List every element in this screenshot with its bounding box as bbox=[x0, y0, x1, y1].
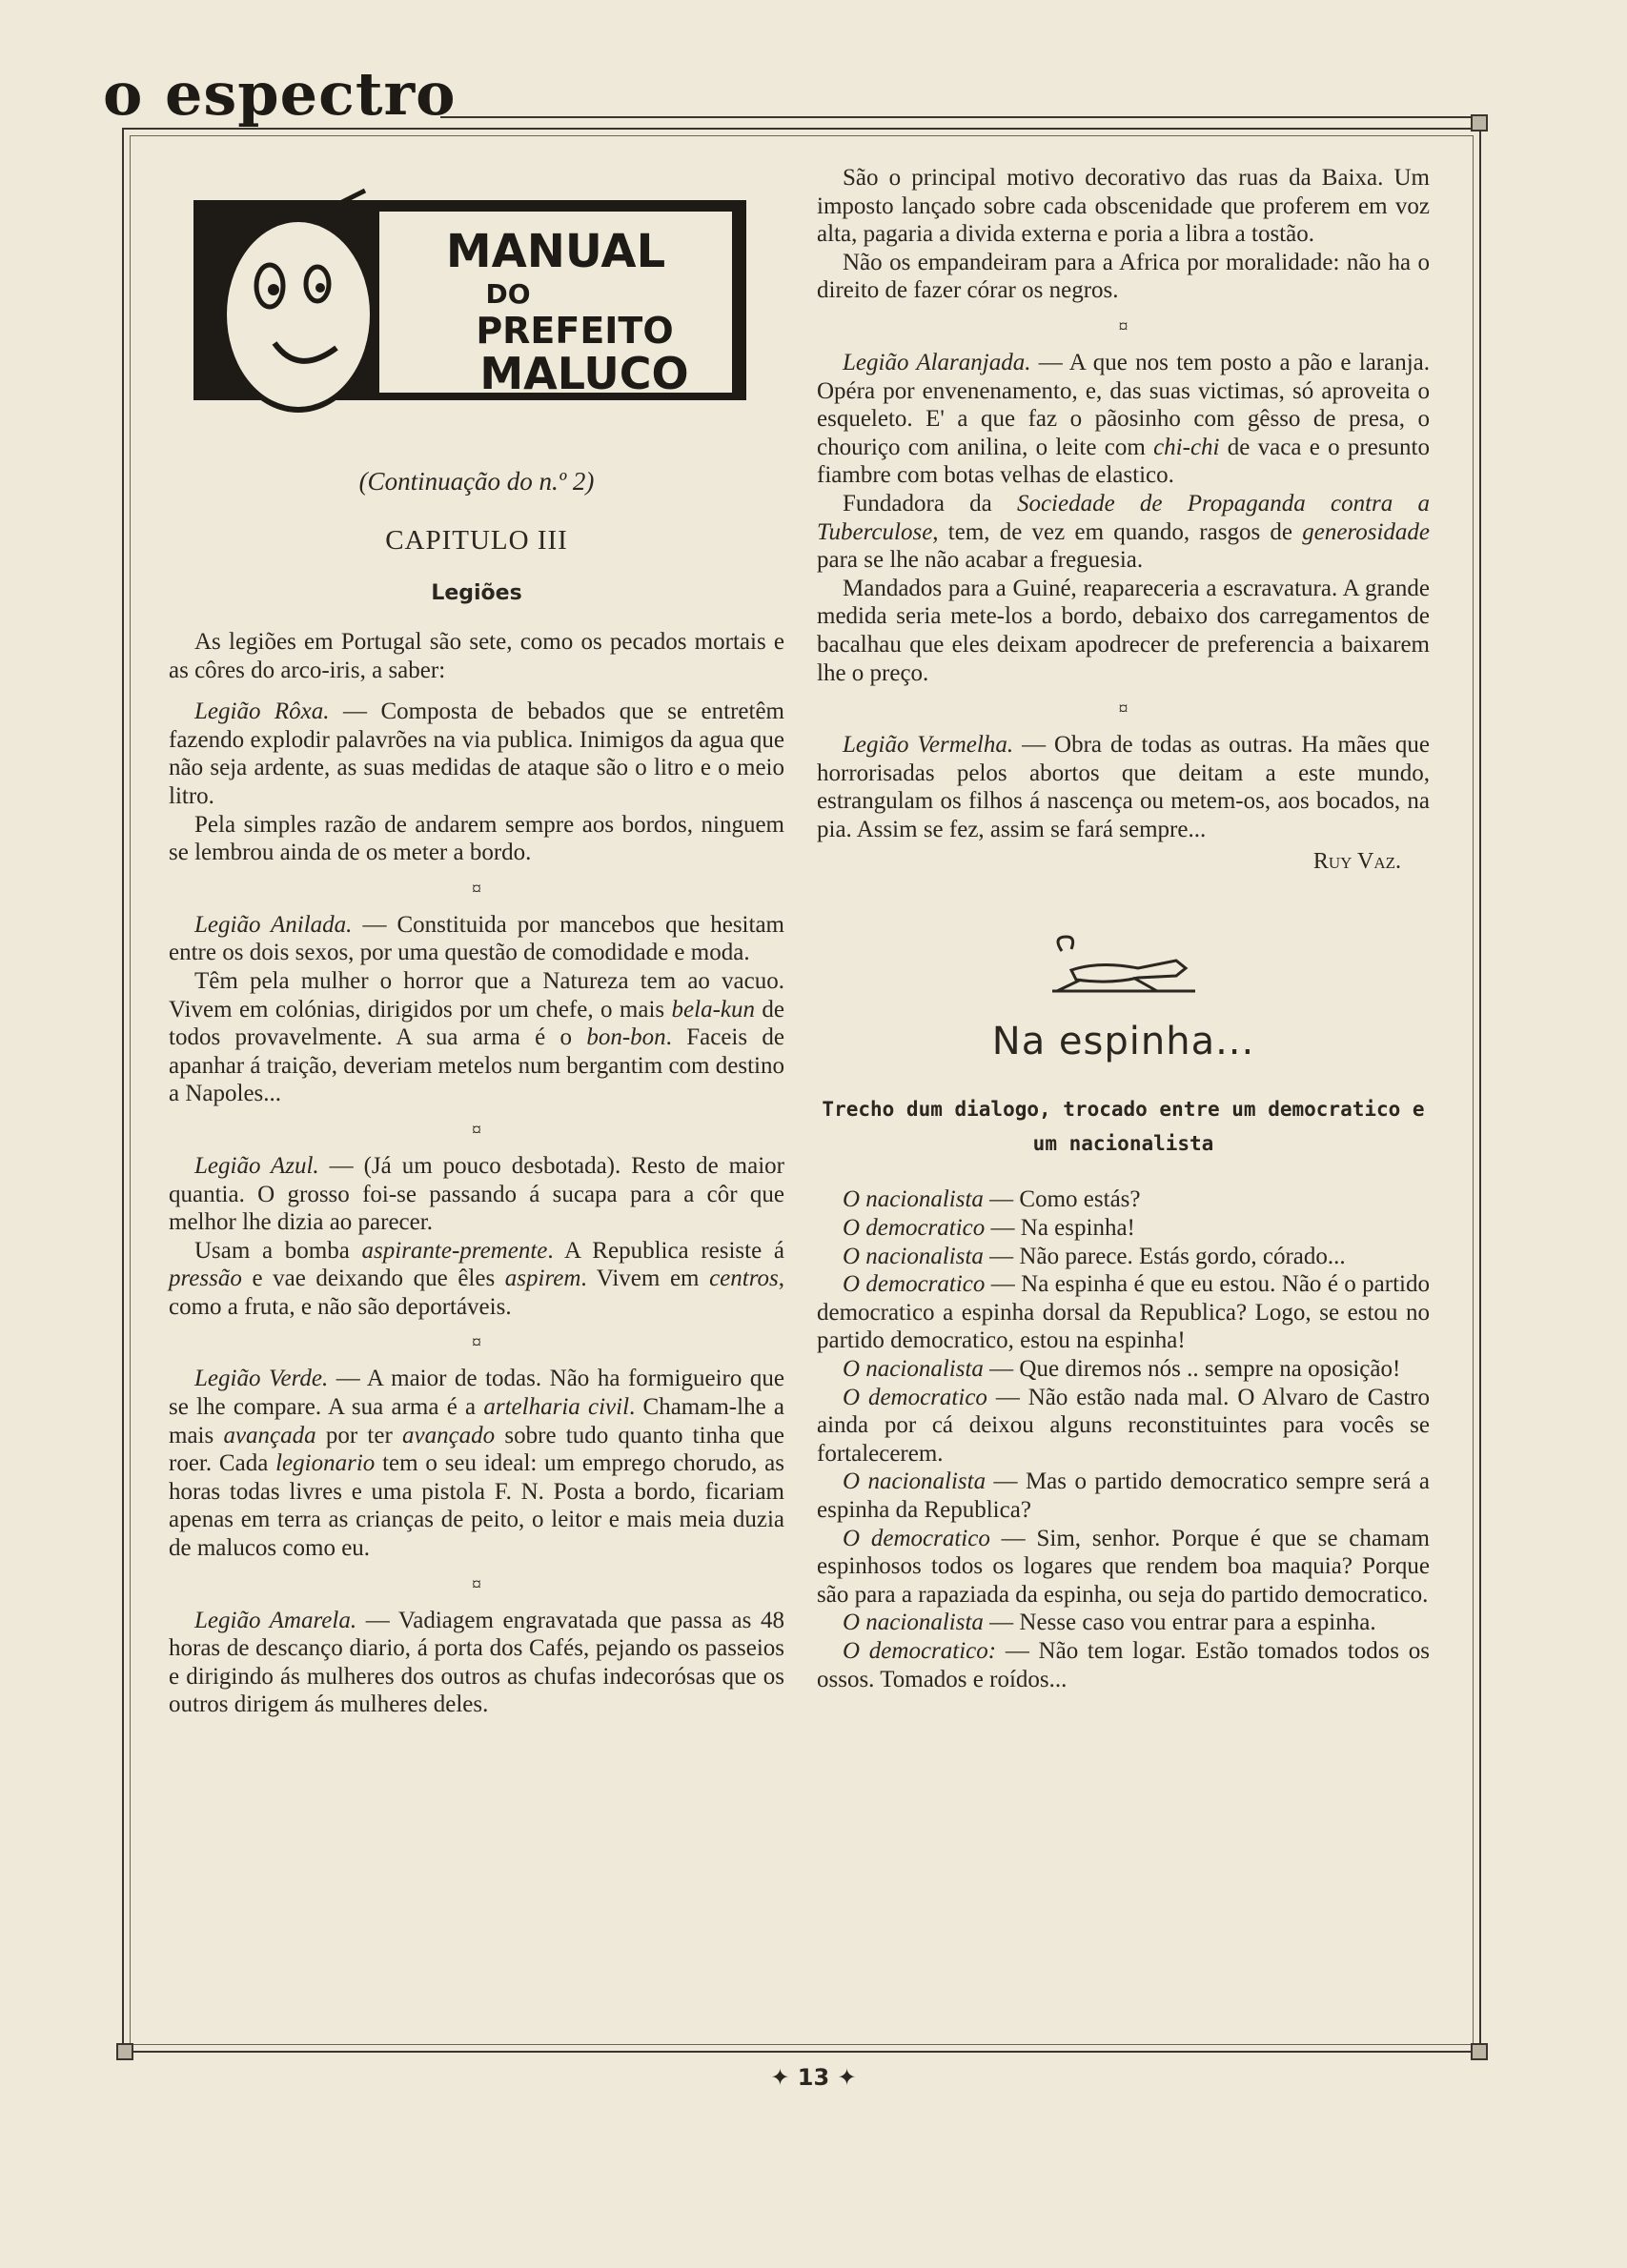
right-column bbox=[817, 164, 1430, 1693]
dialogue-speaker: O democratico bbox=[843, 1215, 986, 1242]
dialogue-line: O nacionalista — Não parece. Estás gordo, córado... bbox=[843, 1243, 1346, 1269]
legiao-alaranjada-paragraph-2: Fundadora da Sociedade de Propaganda contra a Tuberculose, tem, de vez em quando, rasgos de generosidade para se lhe não acabar a freguesia. bbox=[817, 490, 1430, 574]
legiao-verde-paragraph: Legião Verde. — A maior de todas. Não ha formigueiro que se lhe compare. A sua arma é a artelharia civil. Chamam-lhe a mais avançada por ter avançado sobre tudo quanto tinha que roer. Cada legionario tem o seu ideal: um emprego chorudo, as horas todas livres e uma pistola F. N. Posta a bordo, ficariam apenas em terra as crianças de peito, o leitor e mais meia duzia de malucos como eu. bbox=[169, 1366, 785, 1562]
legiao-verde-label: Legião Verde. bbox=[194, 1366, 329, 1392]
corner-ornament bbox=[116, 2043, 133, 2060]
dialogue-speaker: O nacionalista bbox=[843, 1186, 984, 1213]
amarela-continuation-paragraph: São o principal motivo decorativo das ruas da Baixa. Um imposto lançado sobre cada obscenidade que proferem em voz alta, pagaria a divida externa e poria a libra a tostão. bbox=[817, 165, 1430, 248]
manual-logo-illustration bbox=[193, 172, 746, 429]
legiao-vermelha-paragraph: Legião Vermelha. — Obra de todas as outras. Ha mães que horrorisadas pelos abortos que deitam a este mundo, estrangulam os filhos á nascença ou metem-os, aos bocados, na pia. Assim se fez, assim se fará sempre... bbox=[817, 732, 1430, 842]
dialogue-line: O nacionalista — Mas o partido democratico sempre será a espinha da Republica? bbox=[817, 1468, 1430, 1523]
section-separator: ¤ bbox=[1118, 699, 1129, 720]
corner-ornament bbox=[1471, 114, 1488, 132]
dialogue-block bbox=[817, 1185, 1430, 1693]
legiao-amarela-paragraph: Legião Amarela. — Vadiagem engravatada que passa as 48 horas de descanço diario, á porta dos Cafés, pejando os passeios e dirigindo ás mulheres dos outros as chufas indecorósas que os outros dirigem ás mulheres deles. bbox=[169, 1607, 784, 1718]
legiao-amarela-label: Legião Amarela. bbox=[194, 1607, 357, 1633]
dialogue-line: O democratico: — Não tem logar. Estão tomados todos os ossos. Tomados e roídos... bbox=[817, 1637, 1430, 1692]
logo-word-manual: MANUAL bbox=[445, 225, 666, 278]
legiao-anilada-label: Legião Anilada. bbox=[194, 911, 353, 938]
dialogue-line: O nacionalista — Nesse caso vou entrar para a espinha. bbox=[843, 1610, 1376, 1636]
legiao-roxa-paragraph-2: Pela simples razão de andarem sempre aos bordos, ninguem se lembrou ainda de os meter a bordo. bbox=[169, 811, 784, 866]
left-column bbox=[169, 152, 784, 1719]
section-subtitle: Legiões bbox=[431, 581, 522, 605]
logo-word-do: DO bbox=[485, 278, 531, 310]
dialogue-line: O democratico — Na espinha é que eu estou. Não é o partido democratico a espinha dorsal da Republica? Logo, se estou no partido democratico, estou na espinha! bbox=[817, 1271, 1430, 1354]
legiao-azul-paragraph: Legião Azul. — (Já um pouco desbotada). Resto de maior quantia. O grosso foi-se passando á sucapa para a côr que melhor lhe dizia ao parecer. bbox=[169, 1152, 784, 1236]
dialogue-speaker: O democratico bbox=[843, 1384, 987, 1410]
dialogue-line: O democratico — Na espinha! bbox=[843, 1215, 1135, 1242]
section-separator: ¤ bbox=[472, 1119, 481, 1141]
masthead: o espectro bbox=[103, 59, 457, 129]
author-signature: Ruy Vaz. bbox=[1312, 849, 1401, 875]
continuation-note: (Continuação do n.º 2) bbox=[358, 467, 595, 496]
amarela-continuation-paragraph-2: Não os empandeiram para a Africa por moralidade: não ha o direito de fazer córar os negros. bbox=[817, 249, 1430, 304]
dialogue-line: O nacionalista — Como estás? bbox=[843, 1186, 1141, 1213]
dialogue-speaker: O nacionalista bbox=[843, 1243, 984, 1269]
dialogue-speaker: O nacionalista bbox=[843, 1610, 984, 1636]
intro-paragraph: As legiões em Portugal são sete, como os pecados mortais e as côres do arco-iris, a saber: bbox=[169, 629, 784, 683]
dialogue-line: O nacionalista — Que diremos nós .. sempre na oposição! bbox=[843, 1356, 1401, 1383]
legiao-anilada-paragraph-2: Têm pela mulher o horror que a Natureza tem ao vacuo. Vivem em colónias, dirigidos por um chefe, o mais bela-kun de todos provavelmente. A sua arma é o bon-bon. Faceis de apanhar á traição, deveriam metelos num bergantim com destino a Napoles... bbox=[169, 967, 784, 1107]
article-subheading: Trecho dum dialogo, trocado entre um democratico e um nacionalista bbox=[822, 1098, 1425, 1156]
section-separator: ¤ bbox=[472, 1573, 481, 1595]
logo-word-maluco: MALUCO bbox=[479, 348, 689, 399]
legiao-alaranjada-paragraph-3: Mandados para a Guiné, reapareceria a escravatura. A grande medida seria mete-los a bordo, debaixo dos carregamentos de bacalhau que eles deixam apodrecer de preferencia a baixarem lhe o preço. bbox=[817, 575, 1430, 686]
legiao-alaranjada-label: Legião Alaranjada. bbox=[843, 349, 1031, 375]
article-heading: Na espinha... bbox=[991, 1020, 1255, 1064]
dialogue-speaker: O nacionalista bbox=[843, 1356, 984, 1383]
section-separator: ¤ bbox=[1118, 315, 1129, 337]
page-number: ✦ 13 ✦ bbox=[770, 2064, 857, 2091]
legiao-anilada-paragraph: Legião Anilada. — Constituida por mancebos que hesitam entre os dois sexos, por uma questão de comodidade e moda. bbox=[169, 911, 784, 966]
dialogue-line: O democratico — Sim, senhor. Porque é que se chamam espinhosos todos os logares que rendem boa maquia? Porque são para a rapaziada da espinha, ou seja do partido democratico. bbox=[817, 1525, 1430, 1608]
dialogue-speaker: O democratico bbox=[843, 1271, 986, 1298]
legiao-azul-paragraph-2: Usam a bomba aspirante-premente. A Republica resiste á pressão e vae deixando que êles aspirem. Vivem em centros, como a fruta, e não são deportáveis. bbox=[169, 1237, 784, 1320]
dialogue-speaker: O democratico: bbox=[843, 1637, 997, 1664]
dialogue-speaker: O nacionalista bbox=[843, 1468, 986, 1495]
logo-word-prefeito: PREFEITO bbox=[476, 310, 674, 352]
masthead-rule bbox=[440, 116, 1477, 118]
running-cat-icon bbox=[1043, 932, 1205, 999]
dialogue-speaker: O democratico bbox=[843, 1525, 990, 1551]
legiao-alaranjada-paragraph: Legião Alaranjada. — A que nos tem posto a pão e laranja. Opéra por envenenamento, e, das suas victimas, só aproveita o esqueleto. E' a que faz o pãosinho com gêsso de presa, o chouriço com anilina, o leite com chi-chi de vaca e o presunto fiambre com botas velhas de elastico. bbox=[817, 349, 1431, 489]
chapter-heading: CAPITULO III bbox=[385, 525, 568, 556]
legiao-vermelha-label: Legião Vermelha. bbox=[843, 732, 1014, 759]
section-separator: ¤ bbox=[472, 878, 481, 900]
legiao-roxa-label: Legião Rôxa. bbox=[194, 699, 330, 725]
section-separator: ¤ bbox=[472, 1332, 481, 1354]
dialogue-line: O democratico — Não estão nada mal. O Alvaro de Castro ainda por cá deixou alguns reconstituintes para vocês se fortalecerem. bbox=[817, 1384, 1430, 1467]
legiao-azul-label: Legião Azul. bbox=[194, 1152, 319, 1179]
legiao-roxa-paragraph: Legião Rôxa. — Composta de bebados que se entretêm fazendo explodir palavrões na via publica. Inimigos da agua que não seja ardente, as suas medidas de ataque são o litro e o meio litro. bbox=[169, 699, 784, 809]
corner-ornament bbox=[1471, 2043, 1488, 2060]
